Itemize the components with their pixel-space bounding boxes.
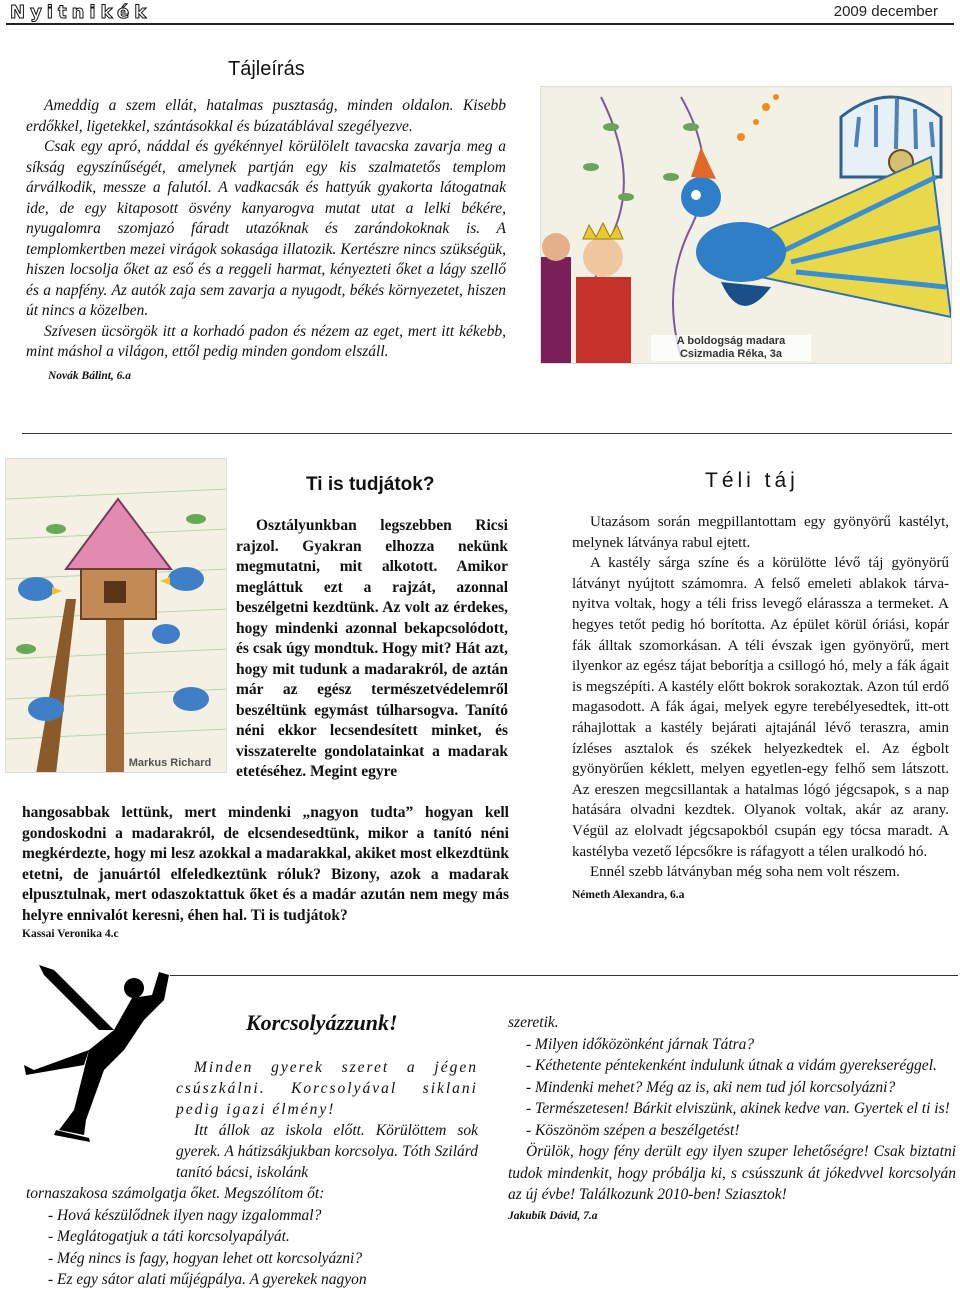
tiistudjatok-text-bottom: hangosabbak lettünk, mert mindenki „nagyon tudta” hogyan kell gondoskodni a madarakról, de elcsendesedtünk, mikor a tanító néni megkérdezte, hogy mi lesz azokkal a madarakkal, akiket most elkezdtünk etetni, de januártól elfeledkeztünk róluk? Bizony, azok a madarak elpusztulnak, mert odaszoktattuk őket és a madár azután nem megy más helyre ennivalót keresni, éhen hal. Ti is tudjátok? bbox=[22, 804, 509, 924]
korcsolya-left-top bbox=[176, 1057, 478, 1183]
teli-taj-paragraph-2: A kastély sárga színe és a körülötte lévő táj gyönyörű látványt nyújtott számomra. A felső emeleti ablakok tárva-nyitva voltak, hogy a téli friss levegő elárassza a termeket. A hegyes tetőt pedig hó borította. Az épület körül óriási, kopár fák álltak szomorkásan. A téli évszak igen gyönyörű, mert ilyenkor az egész tájat beborítja a csillogó hó, mely a fák ágait is megszépíti. A kastély előtt bokrok sorakoztak. Azon túl erdő magasodott. A fák ágai, melyek egyre terebélyesedtek, itt-ott ráhajlottak a kastély bejárati ajtajánál lévő teraszra, amin ízléses asztalok és székek helyezkedtek el. Az égbolt gyönyörűen kéklett, melyen egyetlen-egy felhő sem látszott. Az ereszen megcsillantak a hatalmas lógó jégcsapok, s a nap hatására olvadni kezdtek. Olyanok voltak, akár az arany. Végül az elolvadt jégcsapokból csupán egy tócsa maradt. A kastélyba vezető lépcsőkre is ráfagyott a télen uralkodó hó. bbox=[572, 555, 949, 860]
tiistudjatok-text-top: Osztályunkban legszebben Ricsi rajzol. Gyakran elhozza nekünk megmutatni, mit alkotott. Amikor megláttuk ezt a rajzát, azonnal beszélgetni kezdtünk. Az volt az érdekes, hogy mindenki azonnal bekapcsolódott, és csak úgy mondtuk. Hogy mit? Hát azt, hogy mit tudunk a madarakról, de aztán már az egész természetvédelemről beszéltünk egymást túlharsogva. Tanító néni ekkor lecsendesített minket, és visszaterelte gondolatainkat a madarak etetéséhez. Megint egyre bbox=[236, 517, 508, 780]
tajleiras-paragraph-3: Szívesen ücsörgök itt a korhadó padon és nézem az eget, mert itt kékebb, mint máshol a világon, ettől pedig minden gondom elszáll. bbox=[26, 322, 506, 360]
issue-date: 2009 december bbox=[833, 3, 938, 20]
korcsolya-line-3: tornaszakosa számolgatja őket. Megszólítom őt: bbox=[26, 1185, 325, 1202]
korcsolya-line-2: Itt állok az iskola előtt. Körülöttem sok gyerek. A hátizsákjukban korcsolya. Tóth Szilárd tanító bácsi, iskolánk bbox=[176, 1122, 478, 1181]
teli-taj-author: Németh Alexandra, 6.a bbox=[572, 888, 685, 901]
birdhouse-drawing bbox=[5, 458, 227, 773]
birdhouse-drawing-caption: Markus Richard bbox=[128, 757, 212, 769]
teli-taj-title: Téli táj bbox=[705, 469, 799, 492]
korcsolya-title: Korcsolyázzunk! bbox=[246, 1010, 398, 1035]
skater-icon bbox=[14, 960, 174, 1160]
korcsolya-line-7: - Ez egy sátor alati műjégpálya. A gyerekek nagyon bbox=[48, 1271, 367, 1288]
section-divider-1 bbox=[22, 433, 952, 434]
korcsolya-right-3: - Kéthetente péntekenként indulunk útnak a vidám gyerekseréggel. bbox=[526, 1057, 937, 1074]
tajleiras-author: Novák Bálint, 6.a bbox=[48, 369, 132, 382]
korcsolya-line-4: - Hová készülődnek ilyen nagy izgalommal? bbox=[48, 1206, 322, 1224]
korcsolya-left-bottom bbox=[26, 1183, 478, 1291]
birdhouse-illustration bbox=[6, 459, 227, 773]
korcsolya-line-6: - Még nincs is fagy, hogyan lehet ott korcsolyázni? bbox=[48, 1249, 363, 1267]
teli-taj-paragraph-1: Utazásom során megpillantottam egy gyönyörű kastélyt, melynek látványa rabul ejtett. bbox=[572, 514, 949, 551]
korcsolya-right-5: - Természetesen! Bárkit elviszünk, akinek kedve van. Gyertek el ti is! bbox=[526, 1100, 950, 1117]
tajleiras-paragraph-2: Csak egy apró, náddal és gyékénnyel körülölelt tavacska zavarja meg a síkság egyszínűségét, amelynek partján egy kis szalmatetős templom árválkodik, messze a falutól. A vadkacsák és hattyúk gyakorta látogatnak ide, de egy kitaposott ösvény kanyarogva mutat utat a lelki békére, nyugalomra szomjazó fáradt utazóknak és zarándokoknak is. A templomkertben mezei virágok sokasága illatozik. Kertészre nincs szükségük, hiszen locsolja őket az eső és a reggeli harmat, kényezteti őket a lágy szellő és a napfény. Az autók zaja sem zavarja a nyugodt, békés környezetet, hiszen út nincs a közelben. bbox=[26, 138, 506, 319]
tiistudjatok-author: Kassai Veronika 4.c bbox=[22, 928, 119, 940]
korcsolya-line-1: Minden gyerek szeret a jégen csúszkálni. Korcsolyával siklani pedig igazi élmény! bbox=[176, 1059, 478, 1118]
teli-taj-article bbox=[572, 512, 949, 905]
section-divider-2 bbox=[170, 975, 958, 976]
bird-of-happiness-drawing bbox=[540, 86, 952, 364]
teli-taj-paragraph-3: Ennél szebb látványban még soha nem volt részem. bbox=[590, 864, 900, 881]
bird-drawing-title: A boldogság madara bbox=[676, 335, 786, 347]
bird-drawing-artist: Csizmadia Réka, 3a bbox=[679, 348, 783, 360]
tajleiras-paragraph-1: Ameddig a szem ellát, hatalmas pusztaság, minden oldalon. Kisebb erdőkkel, ligetekkel, szántásokkal és búzatáblával szegélyezve. bbox=[26, 97, 506, 135]
korcsolya-right-7: Örülök, hogy fény derült egy ilyen szuper lehetőségre! Csak biztatni tudok mindenkit, hogy próbálja ki, s csússzunk át jókedvvel korcsolyán az új évbe! Találkozunk 2010-ben! Sziasztok! bbox=[508, 1143, 956, 1203]
bird-drawing-caption bbox=[651, 335, 811, 361]
drawing-illustration bbox=[541, 87, 952, 364]
korcsolya-author: Jakubík Dávid, 7.a bbox=[508, 1209, 598, 1222]
skater-silhouette bbox=[14, 960, 174, 1160]
tajleiras-article bbox=[26, 96, 506, 386]
masthead-divider bbox=[6, 23, 954, 25]
korcsolya-line-5: - Meglátogatjuk a táti korcsolyapályát. bbox=[48, 1228, 290, 1245]
korcsolya-right-2: - Milyen időközönként járnak Tátra? bbox=[526, 1035, 755, 1053]
korcsolya-right-column bbox=[508, 1012, 956, 1227]
korcsolya-right-6: - Köszönöm szépen a beszélgetést! bbox=[526, 1121, 740, 1139]
korcsolya-right-4: - Mindenki mehet? Még az is, aki nem tud jól korcsolyázni? bbox=[526, 1078, 896, 1096]
korcsolya-right-1: szeretik. bbox=[508, 1014, 559, 1031]
tiistudjatok-title: Ti is tudjátok? bbox=[306, 474, 435, 495]
masthead-title: Nyitnikék bbox=[10, 2, 152, 23]
tajleiras-title: Tájleírás bbox=[228, 58, 305, 80]
